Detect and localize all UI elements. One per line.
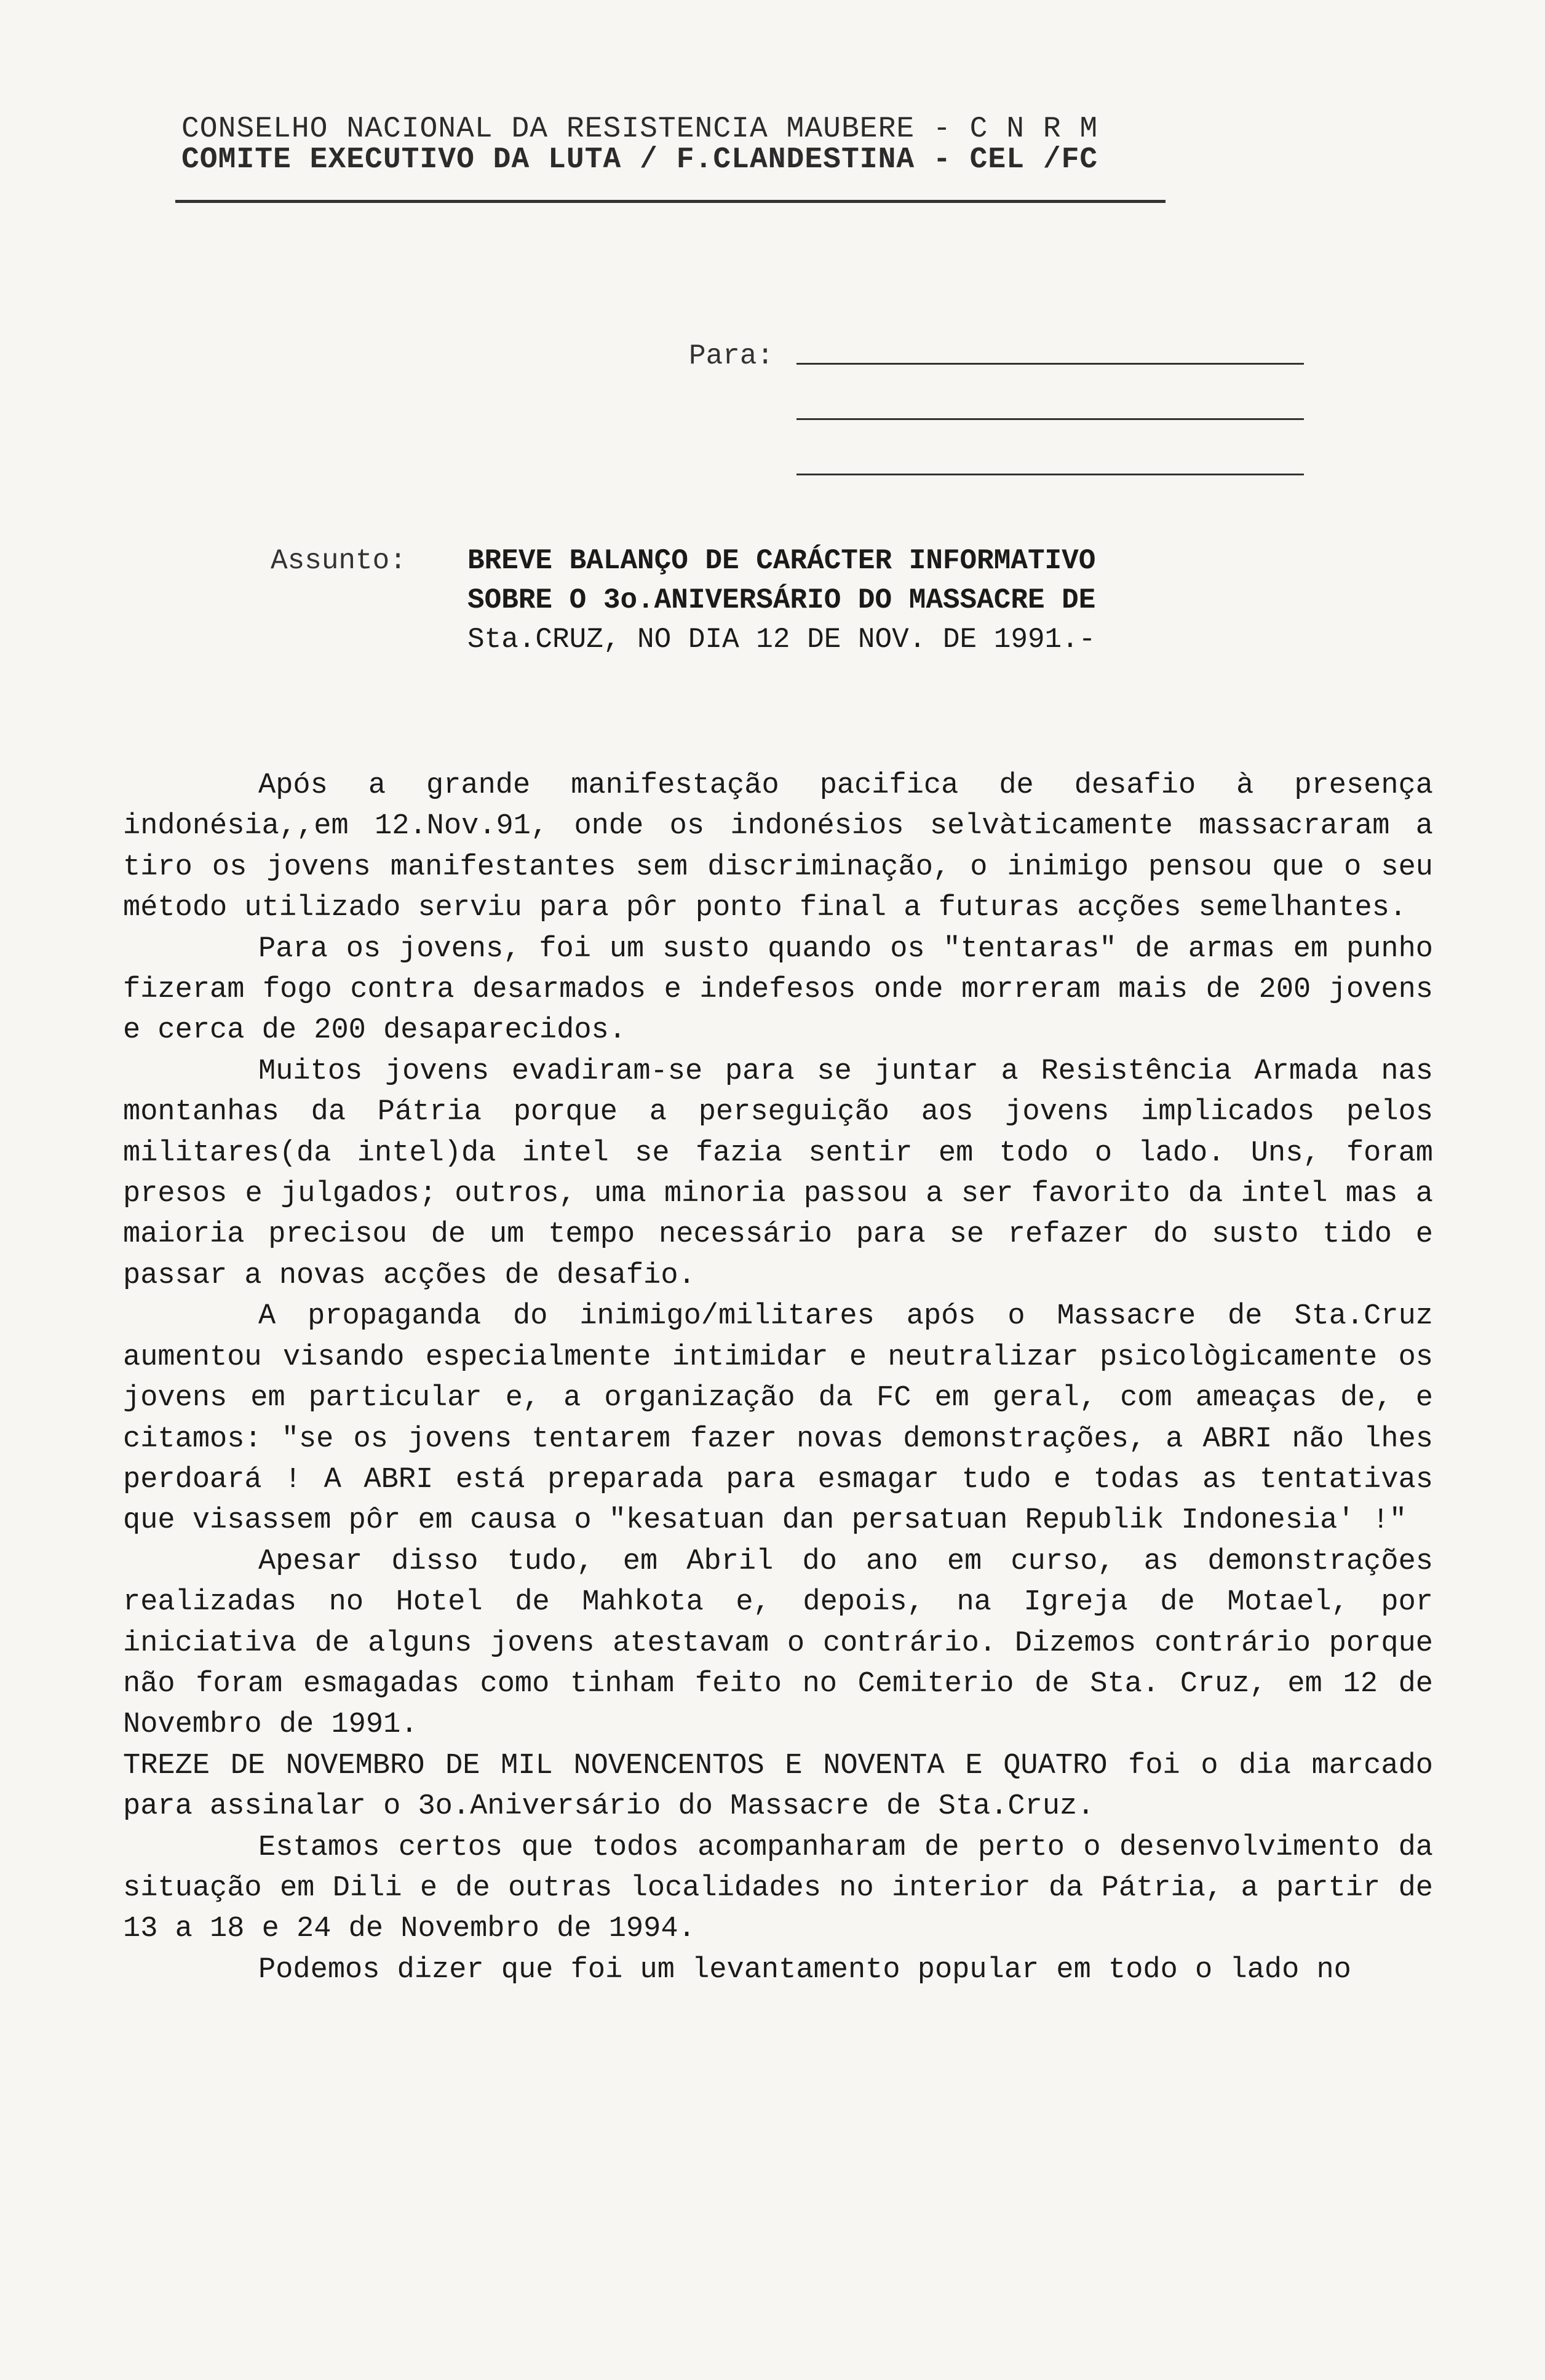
letter-body <box>123 766 1433 1991</box>
paragraph-6: TREZE DE NOVEMBRO DE MIL NOVENCENTOS E NOVENTA E QUATRO foi o dia marcado para assinalar o 3o.Aniversário do Massacre de Sta.Cruz. <box>123 1749 1433 1823</box>
recipient-line-3 <box>796 449 1304 475</box>
recipient-block <box>689 329 1304 483</box>
paragraph-2: Para os jovens, foi um susto quando os "tentaras" de armas em punho fizeram fogo contra desarmados e indefesos onde morreram mais de 200 jovens e cerca de 200 desaparecidos. <box>123 932 1433 1047</box>
letterhead-line-2: COMITE EXECUTIVO DA LUTA / F.CLANDESTINA - CEL /FC <box>181 143 1098 177</box>
letterhead-rule <box>175 200 1166 203</box>
recipient-label: Para: <box>689 340 774 372</box>
paragraph-3: Muitos jovens evadiram-se para se juntar a Resistência Armada nas montanhas da Pátria porque a perseguição aos jovens implicados pelos militares(da intel)da intel se fazia sentir em todo o lado. Uns, foram presos e julgados; outros, uma minoria passou a ser favorito da intel mas a maioria precisou de um tempo necessário para se refazer do susto tido e passar a novas acções de desafio. <box>123 1055 1433 1292</box>
letterhead-line-1: CONSELHO NACIONAL DA RESISTENCIA MAUBERE - C N R M <box>181 113 1098 146</box>
paragraph-8: Podemos dizer que foi um levantamento popular em todo o lado no <box>258 1953 1351 1986</box>
paragraph-7: Estamos certos que todos acompanharam de perto o desenvolvimento da situação em Dili e de outras localidades no interior da Pátria, a partir de 13 a 18 e 24 de Novembro de 1994. <box>123 1831 1433 1946</box>
paragraph-1: Após a grande manifestação pacifica de desafio à presença indonésia,,em 12.Nov.91, onde os indonésios selvàticamente massacraram a tiro os jovens manifestantes sem discriminação, o inimigo pensou que o seu método utilizado serviu para pôr ponto final a futuras acções semelhantes. <box>123 769 1433 925</box>
subject-block <box>271 541 1255 659</box>
paragraph-4: A propaganda do inimigo/militares após o Massacre de Sta.Cruz aumentou visando especialmente intimidar e neutralizar psicològicamente os jovens em particular e, a organização da FC em geral, com ameaças de, e citamos: "se os jovens tentarem fazer novas demonstrações, a ABRI não lhes perdoará ! A ABRI está preparada para esmagar tudo e todas as tentativas que visassem pôr em causa o "kesatuan dan persatuan Republik Indonesia' !" <box>123 1300 1433 1537</box>
paragraph-5: Apesar disso tudo, em Abril do ano em curso, as demonstrações realizadas no Hotel de Mahkota e, depois, na Igreja de Motael, por iniciativa de alguns jovens atestavam o contrário. Dizemos contrário porque não foram esmagadas como tinham feito no Cemiterio de Sta. Cruz, em 12 de Novembro de 1991. <box>123 1545 1433 1742</box>
letterhead <box>181 114 1141 175</box>
subject-line-2: SOBRE O 3o.ANIVERSÁRIO DO MASSACRE DE <box>467 584 1096 616</box>
subject-label: Assunto: <box>271 545 407 577</box>
recipient-line-2 <box>796 394 1304 420</box>
subject-line-1: BREVE BALANÇO DE CARÁCTER INFORMATIVO <box>467 545 1096 577</box>
recipient-line-1 <box>796 338 1304 365</box>
subject-line-3: Sta.CRUZ, NO DIA 12 DE NOV. DE 1991.- <box>467 624 1096 656</box>
